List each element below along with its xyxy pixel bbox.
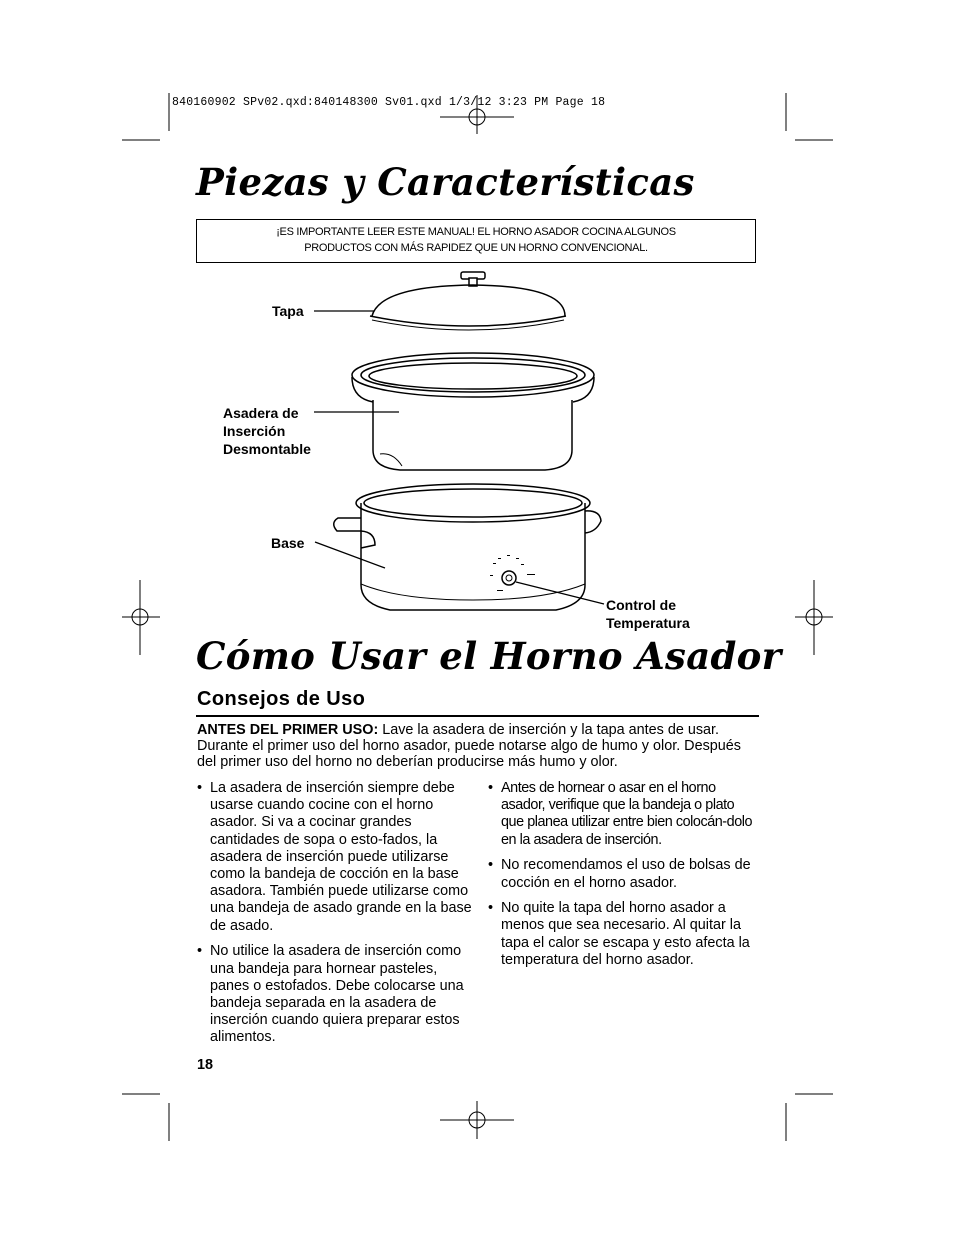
label-lid: Tapa: [272, 303, 304, 319]
page-number: 18: [197, 1057, 214, 1073]
intro-text: Lave la asadera de inserción y la tapa antes de usar. Durante el primer uso del horno asador, puede notarse algo de humo y olor. Después del primer uso del horno no deberían producirse más humo y olor.: [197, 722, 741, 770]
lid-drawing: [370, 272, 566, 330]
page-title-use: Cómo Usar el Horno Asador: [196, 634, 782, 678]
notice-line-1: ¡ES IMPORTANTE LEER ESTE MANUAL! EL HORNO ASADOR COCINA ALGUNOS: [276, 226, 676, 238]
label-base: Base: [271, 535, 305, 551]
section-heading: Consejos de Uso: [197, 688, 366, 710]
heading-rule: [196, 715, 759, 717]
list-item: • No recomendamos el uso de bolsas de cocción en el horno asador.: [488, 857, 751, 891]
print-slug: 840160902 SPv02.qxd:840148300 Sv01.qxd 1/3/12 3:23 PM Page 18: [172, 96, 606, 109]
intro-lead: ANTES DEL PRIMER USO:: [197, 722, 379, 738]
list-item: • La asadera de inserción siempre debe usarse cuando cocine con el horno asador. Si va a cocinar grandes cantidades de sopa o esto-fados, la asadera de inserción puede utilizarse como la bandeja de cocción en la base asadora. También puede utilizarse como una bandeja de asado grande en la base de asado.: [197, 780, 472, 934]
label-insert-line-1: Asadera de: [223, 405, 299, 421]
label-control: [606, 596, 690, 632]
tips-left-column: [197, 780, 472, 1055]
label-control-line-1: Control de: [606, 597, 676, 613]
list-item: • Antes de hornear o asar en el horno asador, verifique que la bandeja o plato que planea utilizar entre bien colocán-dolo en la asadera de inserción.: [488, 780, 753, 848]
notice-line-2: PRODUCTOS CON MÁS RAPIDEZ QUE UN HORNO CONVENCIONAL.: [304, 242, 648, 254]
intro-paragraph: [197, 722, 762, 770]
list-item: • No utilice la asadera de inserción como una bandeja para hornear pasteles, panes o estofados. Debe colocarse una bandeja separada en la asadera de inserción cuando quiera preparar estos alimentos.: [197, 943, 464, 1046]
tips-right-column: [488, 780, 760, 978]
leader-lines: [314, 311, 604, 604]
page-title-parts: Piezas y Características: [196, 160, 695, 204]
label-insert: [223, 404, 311, 458]
label-control-line-2: Temperatura: [606, 615, 690, 631]
label-insert-line-3: Desmontable: [223, 441, 311, 457]
label-insert-line-2: Inserción: [223, 423, 286, 439]
list-item: • No quite la tapa del horno asador a menos que sea necesario. Al quitar la tapa el calor se escapa y esto afecta la temperatura del horno asador.: [488, 900, 750, 968]
base-drawing: [334, 484, 601, 610]
